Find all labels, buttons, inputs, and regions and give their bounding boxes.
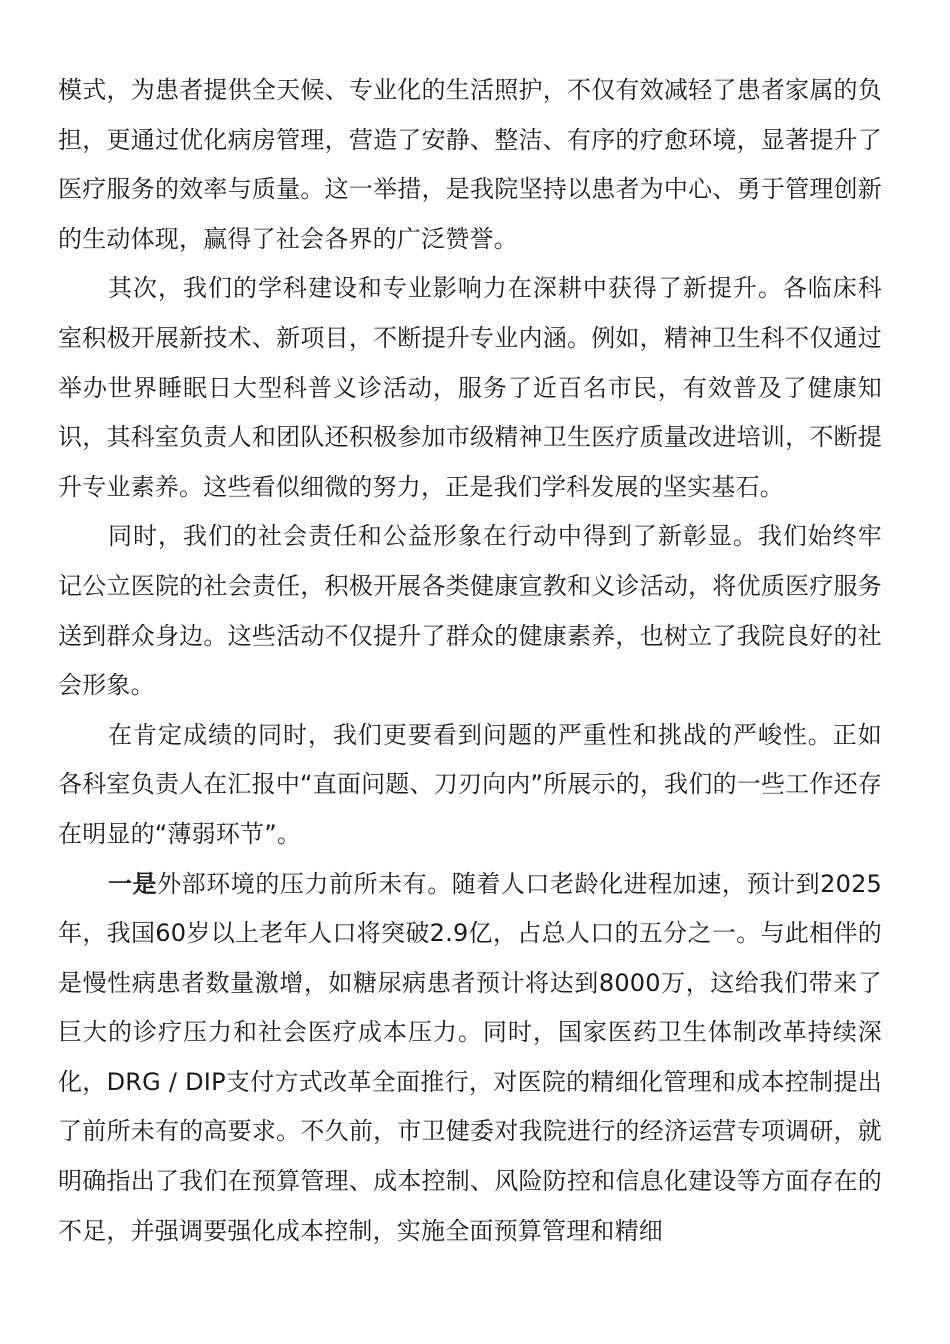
paragraph-problems-overview: 在肯定成绩的同时，我们更要看到问题的严重性和挑战的严峻性。正如各科室负责人在汇报中“直面问题、刀刃向内”所展示的，我们的一些工作还存在明显的“薄弱环节”。 <box>58 720 882 848</box>
document-page <box>58 66 882 1256</box>
paragraph-patient-care: 模式，为患者提供全天候、专业化的生活照护，不仅有效减轻了患者家属的负担，更通过优化病房管理，营造了安静、整洁、有序的疗愈环境，显著提升了医疗服务的效率与质量。这一举措，是我院坚持以患者为中心、勇于管理创新的生动体现，赢得了社会各界的广泛赞誉。 <box>58 76 882 253</box>
paragraph-body-text: 外部环境的压力前所未有。随着人口老龄化进程加速，预计到2025年，我国60岁以上老年人口将突破2.9亿，占总人口的五分之一。与此相伴的是慢性病患者数量激增，如糖尿病患者预计将达到8000万，这给我们带来了巨大的诊疗压力和社会医疗成本压力。同时，国家医药卫生体制改革持续深化，DRG / DIP支付方式改革全面推行，对医院的精细化管理和成本控制提出了前所未有的高要求。不久前，市卫健委对我院进行的经济运营专项调研，就明确指出了我们在预算管理、成本控制、风险防控和信息化建设等方面存在的不足，并强调要强化成本控制，实施全面预算管理和精细 <box>58 869 883 1245</box>
paragraph-lead-label: 一是 <box>108 869 158 898</box>
paragraph-external-pressure <box>58 860 882 1257</box>
paragraph-social-responsibility: 同时，我们的社会责任和公益形象在行动中得到了新彰显。我们始终牢记公立医院的社会责任，积极开展各类健康宣教和义诊活动，将优质医疗服务送到群众身边。这些活动不仅提升了群众的健康素养，也树立了我院良好的社会形象。 <box>58 522 882 700</box>
paragraph-discipline-building: 其次，我们的学科建设和专业影响力在深耕中获得了新提升。各临床科室积极开展新技术、新项目，不断提升专业内涵。例如，精神卫生科不仅通过举办世界睡眠日大型科普义诊活动，服务了近百名市民，有效普及了健康知识，其科室负责人和团队还积极参加市级精神卫生医疗质量改进培训，不断提升专业素养。这些看似细微的努力，正是我们学科发展的坚实基石。 <box>58 274 882 501</box>
